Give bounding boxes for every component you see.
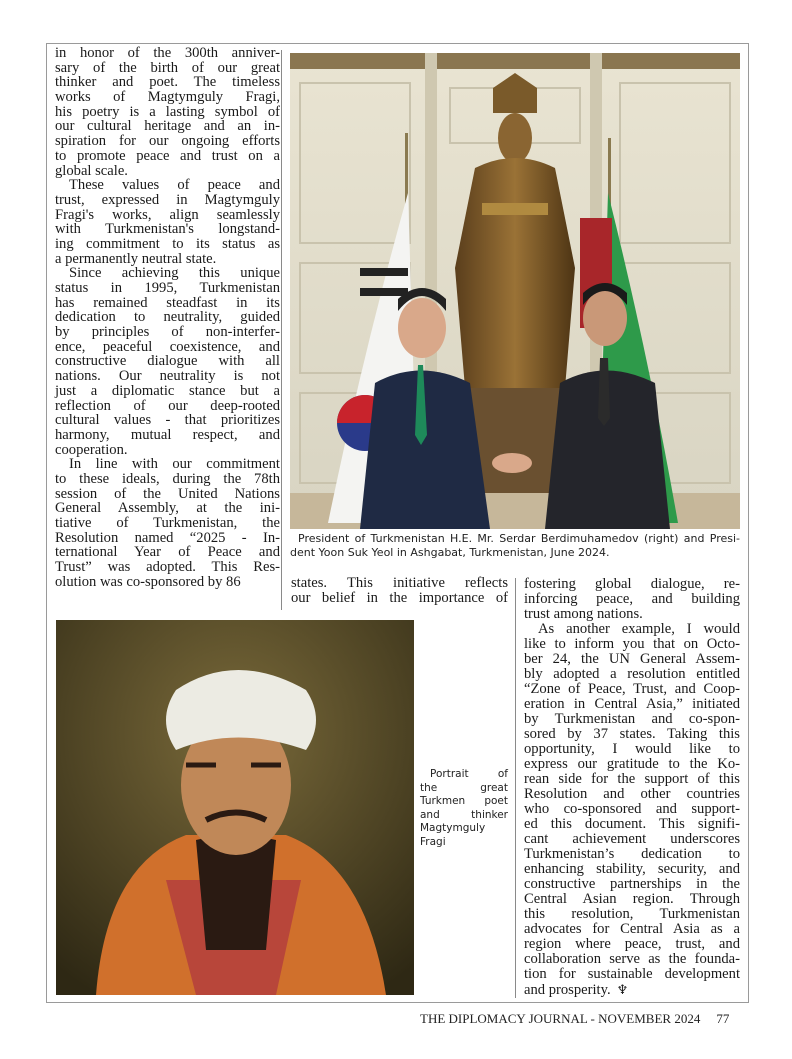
text-line: thinker and poet. The timeless: [55, 74, 280, 91]
text-line: his poetry is a lasting symbol of: [55, 103, 280, 120]
text-line: Central Asian region. Through: [524, 891, 740, 907]
text-line: session of the United Nations: [55, 485, 280, 502]
text-line: Turkmenistan’s dedication to: [524, 846, 740, 862]
presidents-handshake-photo: [290, 53, 740, 529]
column-divider: [281, 50, 282, 610]
text-line: inforcing peace, and building: [524, 591, 740, 607]
text-line: just a diplomatic stance but a: [55, 382, 280, 399]
text-line: Since achieving this unique: [69, 265, 280, 282]
text-line: nations. Our neutrality is not: [55, 368, 280, 385]
page-number: 77: [716, 1011, 730, 1026]
text-line: in honor of the 300th anniver-: [55, 45, 280, 61]
text-line: dent Yoon Suk Yeol in Ashgabat, Turkmenistan, June 2024.: [290, 546, 610, 559]
text-line: cultural values - that prioritizes: [55, 412, 280, 429]
text-line: ing commitment to its status as: [55, 235, 280, 252]
text-line: ence, peaceful coexistence, and: [55, 338, 280, 355]
text-line: who co-sponsored and support-: [524, 801, 740, 817]
text-line: bly adopted a resolution entitled: [524, 666, 740, 682]
text-line: Resolution named “2025 - In-: [55, 529, 280, 546]
text-line: our cultural heritage and an in-: [55, 118, 280, 135]
text-line: advocates for Central Asia as a: [524, 921, 740, 937]
photo-caption: [290, 532, 740, 560]
text-line: express our gratitude to the Ko-: [524, 756, 740, 772]
text-line: Turkmen poet: [420, 795, 508, 807]
text-line: trust among nations.: [524, 606, 643, 622]
right-text-column: [524, 577, 740, 997]
text-line: Trust” was adopted. This Res-: [55, 559, 280, 576]
text-line: Magtymguly: [420, 822, 486, 834]
text-line: As another example, I would: [538, 621, 740, 637]
text-line: constructive partnerships in the: [524, 876, 740, 892]
text-line: President of Turkmenistan H.E. Mr. Serdar Berdimuhamedov (right) and Presi-: [298, 532, 740, 545]
text-line: this resolution, Turkmenistan: [524, 906, 740, 922]
text-line: spiration for our ongoing efforts: [55, 133, 280, 150]
text-line: collaboration serve as the founda-: [524, 951, 740, 967]
text-line: constructive dialogue with all: [55, 353, 280, 370]
text-line: reflection of our deep-rooted: [55, 397, 280, 414]
text-line: Fragi: [420, 835, 446, 848]
text-line: rean side for the support of this: [524, 771, 740, 787]
text-line: to promote peace and trust on a: [55, 147, 280, 164]
portrait-caption: [420, 768, 508, 849]
text-line: cant achievement underscores: [524, 831, 740, 847]
middle-text-column: [291, 576, 508, 605]
end-of-article-icon: ♆: [616, 982, 629, 997]
text-line: General Assembly, at the ini-: [55, 500, 280, 517]
text-line: tiative of Turkmenistan, the: [55, 515, 280, 531]
text-line: with Turkmenistan's longstand-: [55, 221, 280, 238]
text-line: trust, expressed in Magtymguly: [55, 191, 280, 208]
text-line: our belief in the importance of: [291, 589, 508, 606]
text-line: sary of the birth of our great: [55, 59, 280, 76]
text-line: by principles of non-interfer-: [55, 324, 280, 341]
text-line: region where peace, trust, and: [524, 936, 740, 952]
text-line: and thinker: [420, 808, 508, 821]
text-line: a permanently neutral state.: [55, 250, 217, 267]
text-line: Resolution and other countries: [524, 786, 740, 802]
text-line: states. This initiative reflects: [291, 575, 508, 591]
text-line: like to inform you that on Octo-: [524, 636, 740, 652]
text-line: sored by 37 states. Taking this: [524, 726, 740, 742]
text-line: works of Magtymguly Fragi,: [55, 89, 280, 106]
magtymguly-portrait-painting: [56, 620, 414, 995]
text-line: Portrait of: [430, 768, 508, 780]
text-line: In line with our commitment: [69, 456, 280, 473]
text-line: tion for sustainable development: [524, 966, 740, 982]
text-line: cooperation.: [55, 441, 128, 458]
column-divider: [515, 578, 516, 998]
text-line: to these ideals, during the 78th: [55, 470, 280, 487]
journal-name: THE DIPLOMACY JOURNAL - NOVEMBER 2024: [420, 1011, 701, 1026]
text-line: status in 1995, Turkmenistan: [55, 280, 280, 296]
text-line: “Zone of Peace, Trust, and Coop-: [524, 681, 740, 697]
text-line: has remained steadfast in its: [55, 294, 280, 311]
text-line: olution was co-sponsored by 86: [55, 573, 241, 590]
text-line: enhancing stability, security, and: [524, 861, 740, 877]
text-line: fostering global dialogue, re-: [524, 576, 740, 592]
text-line: and prosperity. ♆: [524, 982, 629, 998]
text-line: Fragi's works, align seamlessly: [55, 206, 280, 223]
text-line: harmony, mutual respect, and: [55, 426, 280, 443]
left-text-column: [55, 46, 280, 589]
text-line: opportunity, I would like to: [524, 741, 740, 757]
text-line: ber 24, the UN General Assem-: [524, 651, 740, 667]
text-line: global scale.: [55, 162, 128, 179]
text-line: These values of peace and: [69, 177, 280, 194]
text-line: dedication to neutrality, guided: [55, 309, 280, 326]
text-line: ed this document. This signifi-: [524, 816, 740, 832]
page-footer: [420, 1011, 729, 1027]
text-line: ternational Year of Peace and: [55, 544, 280, 561]
text-line: the great: [420, 781, 508, 794]
text-line: by Turkmenistan and co-spon-: [524, 711, 740, 727]
text-line: eration in Central Asia,” initiated: [524, 696, 740, 712]
